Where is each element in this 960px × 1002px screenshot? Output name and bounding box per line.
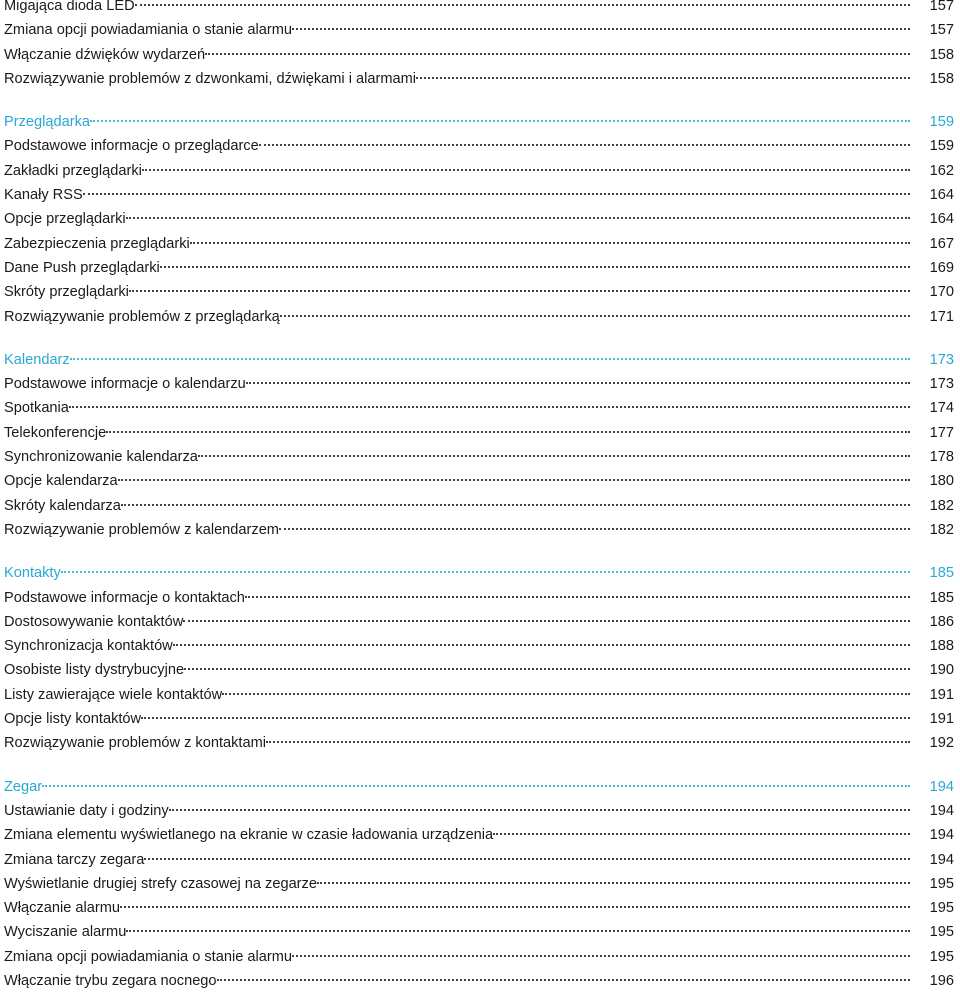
- toc-entry[interactable]: [4, 372, 954, 396]
- toc-page-number: 191: [929, 686, 954, 703]
- toc-page-number: 173: [929, 376, 954, 393]
- toc-page-number: 195: [929, 900, 954, 917]
- toc-entry[interactable]: [4, 305, 954, 329]
- toc-page-number: 167: [929, 235, 954, 252]
- toc-entry-label: Zmiana tarczy zegara: [4, 851, 145, 868]
- dot-leader: [245, 595, 910, 598]
- toc-entry[interactable]: [4, 396, 954, 420]
- dot-leader: [118, 478, 910, 481]
- dot-leader: [416, 76, 910, 79]
- dot-leader: [183, 619, 910, 622]
- toc-entry[interactable]: [4, 256, 954, 280]
- toc-entry-label: Włączanie trybu zegara nocnego: [4, 972, 217, 989]
- toc-entry[interactable]: [4, 494, 954, 518]
- toc-entry-label: Opcje kalendarza: [4, 473, 118, 490]
- toc-entry[interactable]: [4, 799, 954, 823]
- toc-entry[interactable]: [4, 731, 954, 755]
- dot-leader: [144, 857, 910, 860]
- toc-page-number: 158: [929, 46, 954, 63]
- dot-leader: [121, 503, 910, 506]
- dot-leader: [259, 143, 910, 146]
- dot-leader: [173, 643, 910, 646]
- dot-leader: [184, 667, 910, 670]
- toc-section-heading[interactable]: [4, 348, 954, 372]
- dot-leader: [292, 27, 910, 30]
- toc-page-number: 194: [929, 802, 954, 819]
- toc-entry[interactable]: [4, 207, 954, 231]
- toc-entry[interactable]: [4, 18, 954, 42]
- toc-entry-label: Zmiana opcji powiadamiania o stanie alarmu: [4, 22, 292, 39]
- toc-entry[interactable]: [4, 945, 954, 969]
- toc-entry-label: Synchronizowanie kalendarza: [4, 449, 198, 466]
- dot-leader: [83, 192, 910, 195]
- toc-page-number: 157: [929, 22, 954, 39]
- toc-entry-label: Zmiana opcji powiadamiania o stanie alarmu: [4, 948, 292, 965]
- toc-section-title: Zegar: [4, 778, 43, 795]
- dot-leader: [246, 381, 910, 384]
- toc-entry-label: Rozwiązywanie problemów z kontaktami: [4, 735, 266, 752]
- dot-leader: [266, 740, 910, 743]
- toc-entry[interactable]: [4, 848, 954, 872]
- toc-entry-label: Wyciszanie alarmu: [4, 924, 127, 941]
- toc-entry[interactable]: [4, 610, 954, 634]
- dot-leader: [292, 954, 910, 957]
- toc-entry[interactable]: [4, 67, 954, 91]
- toc-page-number: 159: [929, 138, 954, 155]
- toc-entry[interactable]: [4, 43, 954, 67]
- dot-leader: [198, 454, 910, 457]
- toc-section-title: Przeglądarka: [4, 114, 90, 131]
- toc-entry-label: Opcje listy kontaktów: [4, 711, 142, 728]
- toc-entry[interactable]: [4, 969, 954, 993]
- toc-page-number: 164: [929, 211, 954, 228]
- toc-page-number: 170: [929, 284, 954, 301]
- toc-entry[interactable]: [4, 683, 954, 707]
- toc-page-number: 157: [929, 0, 954, 14]
- toc-page-number: 190: [929, 662, 954, 679]
- toc-entry-label: Skróty przeglądarki: [4, 284, 129, 301]
- toc-entry-label: Rozwiązywanie problemów z dzwonkami, dźwiękami i alarmami: [4, 70, 417, 87]
- toc-page-number: 185: [929, 589, 954, 606]
- dot-leader: [126, 929, 910, 932]
- toc-entry[interactable]: [4, 518, 954, 542]
- toc-entry-label: Ustawianie daty i godziny: [4, 802, 169, 819]
- toc-entry-label: Opcje przeglądarki: [4, 211, 126, 228]
- dot-leader: [135, 3, 910, 6]
- toc-page-number: 196: [929, 972, 954, 989]
- toc-entry-label: Zakładki przeglądarki: [4, 162, 142, 179]
- toc-entry-label: Kanały RSS: [4, 187, 83, 204]
- toc-entry[interactable]: [4, 232, 954, 256]
- toc-entry-label: Synchronizacja kontaktów: [4, 638, 173, 655]
- toc-entry-label: Włączanie alarmu: [4, 900, 120, 917]
- toc-section-heading[interactable]: [4, 561, 954, 585]
- toc-entry-label: Podstawowe informacje o kalendarzu: [4, 376, 246, 393]
- toc-section-heading[interactable]: [4, 110, 954, 134]
- toc-entry[interactable]: [4, 280, 954, 304]
- toc-entry[interactable]: [4, 183, 954, 207]
- dot-leader: [169, 808, 910, 811]
- toc-page-number: 186: [929, 613, 954, 630]
- toc-entry-label: Dostosowywanie kontaktów: [4, 613, 184, 630]
- toc-page-number: 182: [929, 497, 954, 514]
- toc-entry[interactable]: [4, 707, 954, 731]
- dot-leader: [190, 241, 910, 244]
- toc-page-number: 191: [929, 711, 954, 728]
- dot-leader: [217, 978, 910, 981]
- toc-entry-label: Osobiste listy dystrybucyjne: [4, 662, 185, 679]
- toc-page-number: 188: [929, 638, 954, 655]
- dot-leader: [61, 570, 910, 573]
- toc-page-number: 171: [929, 308, 954, 325]
- toc-entry[interactable]: [4, 658, 954, 682]
- dot-leader: [279, 527, 910, 530]
- toc-section-title: Kalendarz: [4, 351, 70, 368]
- dot-leader: [222, 692, 910, 695]
- toc-page-number: 174: [929, 400, 954, 417]
- dot-leader: [493, 832, 910, 835]
- toc-page-number: 185: [929, 565, 954, 582]
- dot-leader: [120, 905, 910, 908]
- toc-entry-label: Zmiana elementu wyświetlanego na ekranie w czasie ładowania urządzenia: [4, 827, 494, 844]
- toc-entry[interactable]: [4, 0, 954, 18]
- toc-entry[interactable]: [4, 634, 954, 658]
- dot-leader: [126, 216, 910, 219]
- dot-leader: [90, 119, 910, 122]
- toc-page-number: 178: [929, 449, 954, 466]
- toc-entry[interactable]: [4, 445, 954, 469]
- dot-leader: [205, 52, 910, 55]
- dot-leader: [160, 265, 910, 268]
- toc-entry[interactable]: [4, 134, 954, 158]
- toc-page-number: 159: [929, 114, 954, 131]
- table-of-contents: [4, 0, 954, 993]
- toc-entry-label: Dane Push przeglądarki: [4, 259, 160, 276]
- toc-entry[interactable]: [4, 421, 954, 445]
- toc-page-number: 164: [929, 187, 954, 204]
- toc-page-number: 195: [929, 948, 954, 965]
- toc-entry-label: Podstawowe informacje o przeglądarce: [4, 138, 259, 155]
- toc-entry-label: Rozwiązywanie problemów z kalendarzem: [4, 521, 279, 538]
- toc-entry-label: Telekonferencje: [4, 424, 107, 441]
- toc-entry-label: Skróty kalendarza: [4, 497, 121, 514]
- dot-leader: [42, 784, 910, 787]
- toc-page-number: 158: [929, 70, 954, 87]
- toc-entry-label: Wyświetlanie drugiej strefy czasowej na zegarze: [4, 875, 317, 892]
- toc-page-number: 192: [929, 735, 954, 752]
- toc-page-number: 177: [929, 424, 954, 441]
- dot-leader: [106, 430, 910, 433]
- dot-leader: [280, 314, 910, 317]
- toc-page-number: 194: [929, 827, 954, 844]
- toc-entry[interactable]: [4, 159, 954, 183]
- toc-page-number: 162: [929, 162, 954, 179]
- toc-entry-label: Włączanie dźwięków wydarzeń: [4, 46, 206, 63]
- toc-page-number: 182: [929, 521, 954, 538]
- toc-page-number: 194: [929, 851, 954, 868]
- toc-entry[interactable]: [4, 920, 954, 944]
- toc-entry[interactable]: [4, 872, 954, 896]
- toc-entry-label: Podstawowe informacje o kontaktach: [4, 589, 245, 606]
- toc-page-number: 194: [929, 778, 954, 795]
- toc-entry[interactable]: [4, 469, 954, 493]
- toc-entry[interactable]: [4, 896, 954, 920]
- toc-page-number: 180: [929, 473, 954, 490]
- dot-leader: [69, 405, 910, 408]
- dot-leader: [129, 289, 910, 292]
- toc-entry-label: Migająca dioda LED: [4, 0, 135, 14]
- dot-leader: [70, 357, 910, 360]
- toc-page-number: 195: [929, 875, 954, 892]
- toc-section-title: Kontakty: [4, 565, 61, 582]
- toc-page-number: 169: [929, 259, 954, 276]
- dot-leader: [317, 881, 910, 884]
- toc-entry[interactable]: [4, 823, 954, 847]
- dot-leader: [142, 168, 910, 171]
- toc-section-heading[interactable]: [4, 775, 954, 799]
- dot-leader: [141, 716, 910, 719]
- toc-entry-label: Zabezpieczenia przeglądarki: [4, 235, 190, 252]
- toc-entry-label: Rozwiązywanie problemów z przeglądarką: [4, 308, 280, 325]
- toc-entry[interactable]: [4, 586, 954, 610]
- toc-entry-label: Listy zawierające wiele kontaktów: [4, 686, 223, 703]
- toc-page-number: 195: [929, 924, 954, 941]
- toc-entry-label: Spotkania: [4, 400, 69, 417]
- toc-page-number: 173: [929, 351, 954, 368]
